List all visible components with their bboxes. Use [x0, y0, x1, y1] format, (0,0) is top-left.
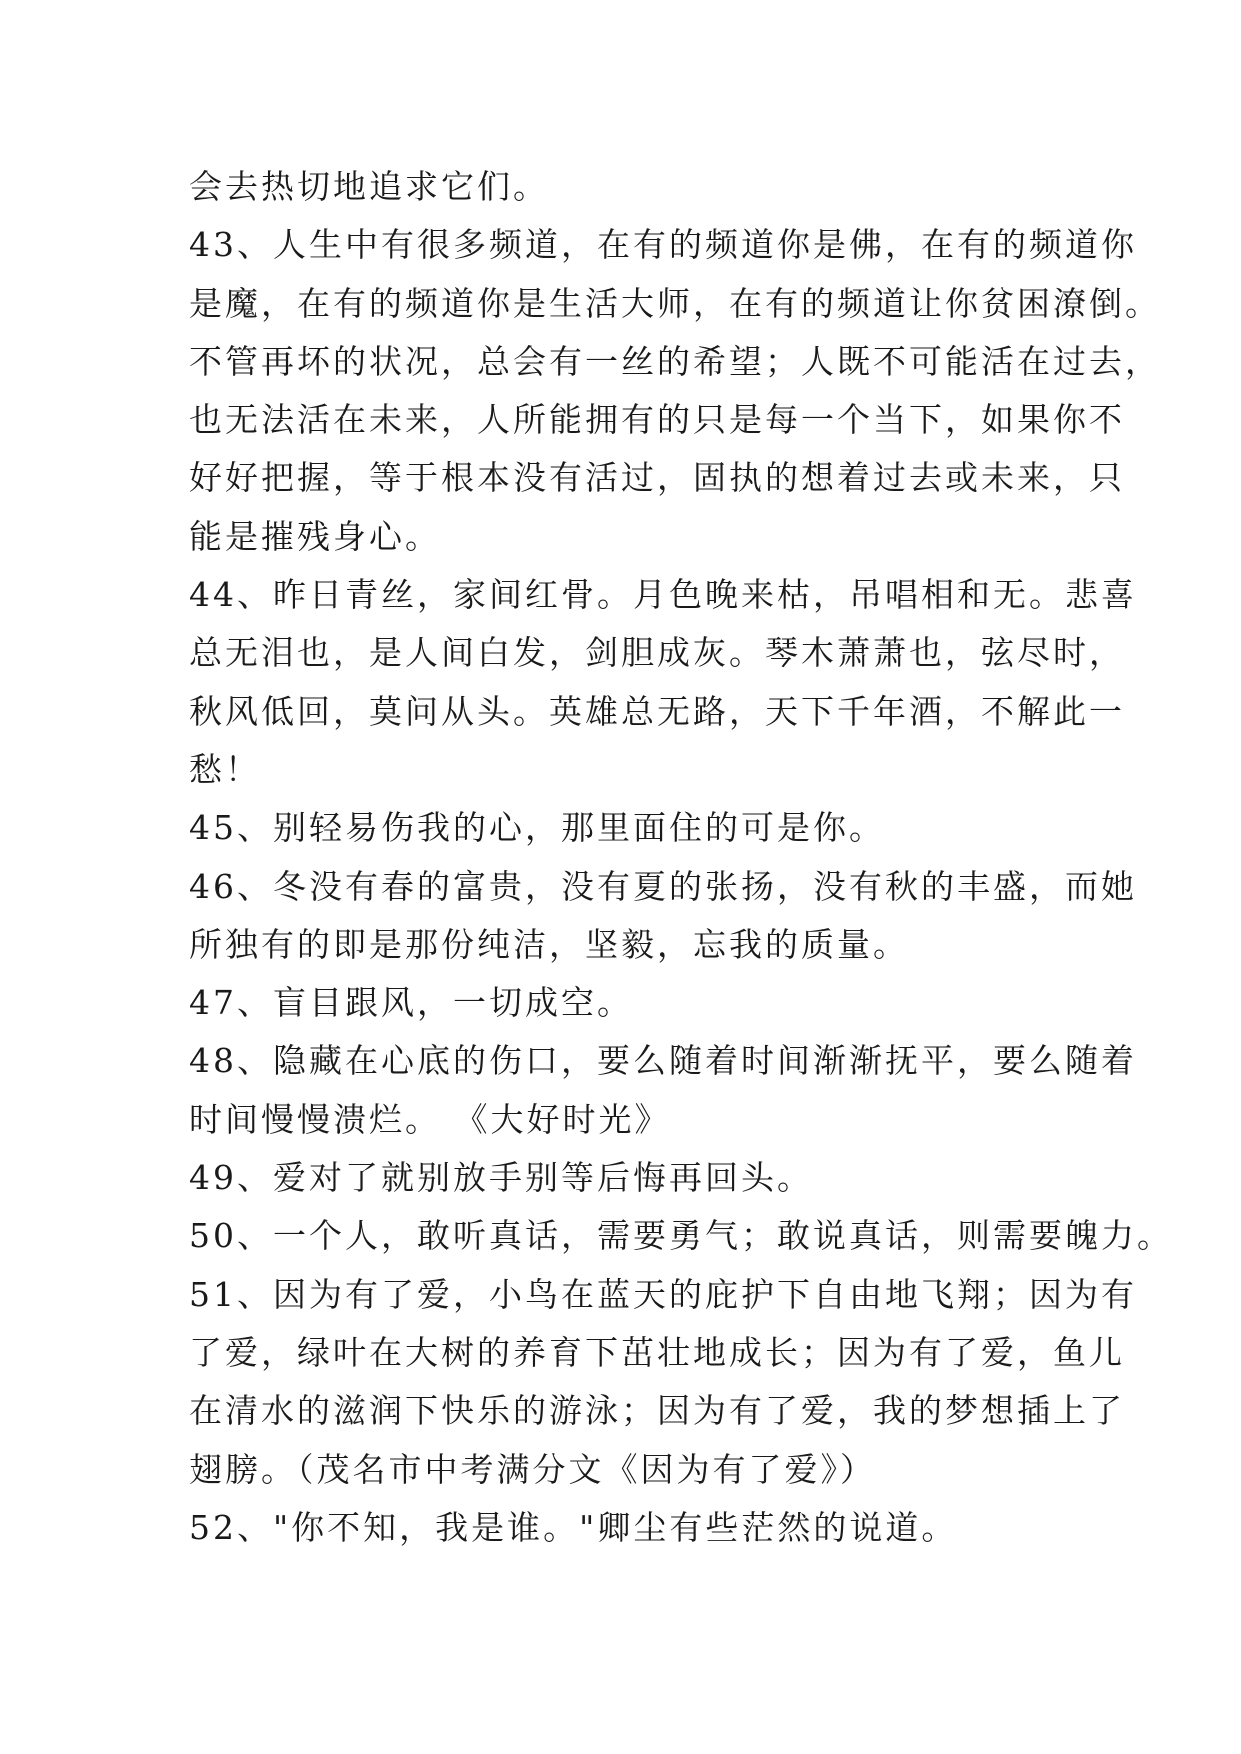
text-line: 会去热切地追求它们。	[189, 167, 549, 206]
text-line: 总无泪也，是人间白发，剑胆成灰。琴木萧萧也，弦尽时，	[189, 633, 1125, 673]
text-line: 在清水的滋润下快乐的游泳；因为有了爱，我的梦想插上了	[189, 1391, 1125, 1431]
text-line: 51、因为有了爱，小鸟在蓝天的庇护下自由地飞翔；因为有	[189, 1274, 1137, 1314]
text-line: 49、爱对了就别放手别等后悔再回头。	[189, 1158, 813, 1198]
text-line: 44、昨日青丝，家间红骨。月色晚来枯，吊唱相和无。悲喜	[189, 575, 1137, 615]
text-line: 45、别轻易伤我的心，那里面住的可是你。	[189, 808, 885, 848]
text-line: 好好把握，等于根本没有活过，固执的想着过去或未来，只	[189, 458, 1125, 498]
text-block	[189, 158, 1173, 1557]
text-line: 时间慢慢溃烂。 《大好时光》	[189, 1099, 671, 1139]
text-line: 翅膀。（茂名市中考满分文《因为有了爱》）	[189, 1449, 876, 1489]
text-line: 所独有的即是那份纯洁，坚毅，忘我的质量。	[189, 924, 909, 964]
text-line: 不管再坏的状况，总会有一丝的希望；人既不可能活在过去，	[189, 341, 1161, 381]
text-line: 秋风低回，莫问从头。英雄总无路，天下千年酒，不解此一	[189, 691, 1125, 731]
text-line: 50、一个人，敢听真话，需要勇气；敢说真话，则需要魄力。	[189, 1216, 1173, 1256]
text-line: 47、盲目跟风，一切成空。	[189, 983, 633, 1023]
text-line: 了爱，绿叶在大树的养育下茁壮地成长；因为有了爱，鱼儿	[189, 1332, 1125, 1372]
text-line: 52、"你不知，我是谁。"卿尘有些茫然的说道。	[189, 1507, 958, 1547]
text-line: 46、冬没有春的富贵，没有夏的张扬，没有秋的丰盛，而她	[189, 866, 1137, 906]
text-line: 能是摧残身心。	[189, 516, 441, 556]
text-line: 愁！	[189, 749, 261, 789]
text-line: 43、人生中有很多频道，在有的频道你是佛，在有的频道你	[189, 225, 1137, 265]
text-line: 是魔，在有的频道你是生活大师，在有的频道让你贫困潦倒。	[189, 283, 1161, 323]
text-line: 也无法活在未来，人所能拥有的只是每一个当下，如果你不	[189, 400, 1125, 440]
text-line: 48、隐藏在心底的伤口，要么随着时间渐渐抚平，要么随着	[189, 1041, 1137, 1081]
